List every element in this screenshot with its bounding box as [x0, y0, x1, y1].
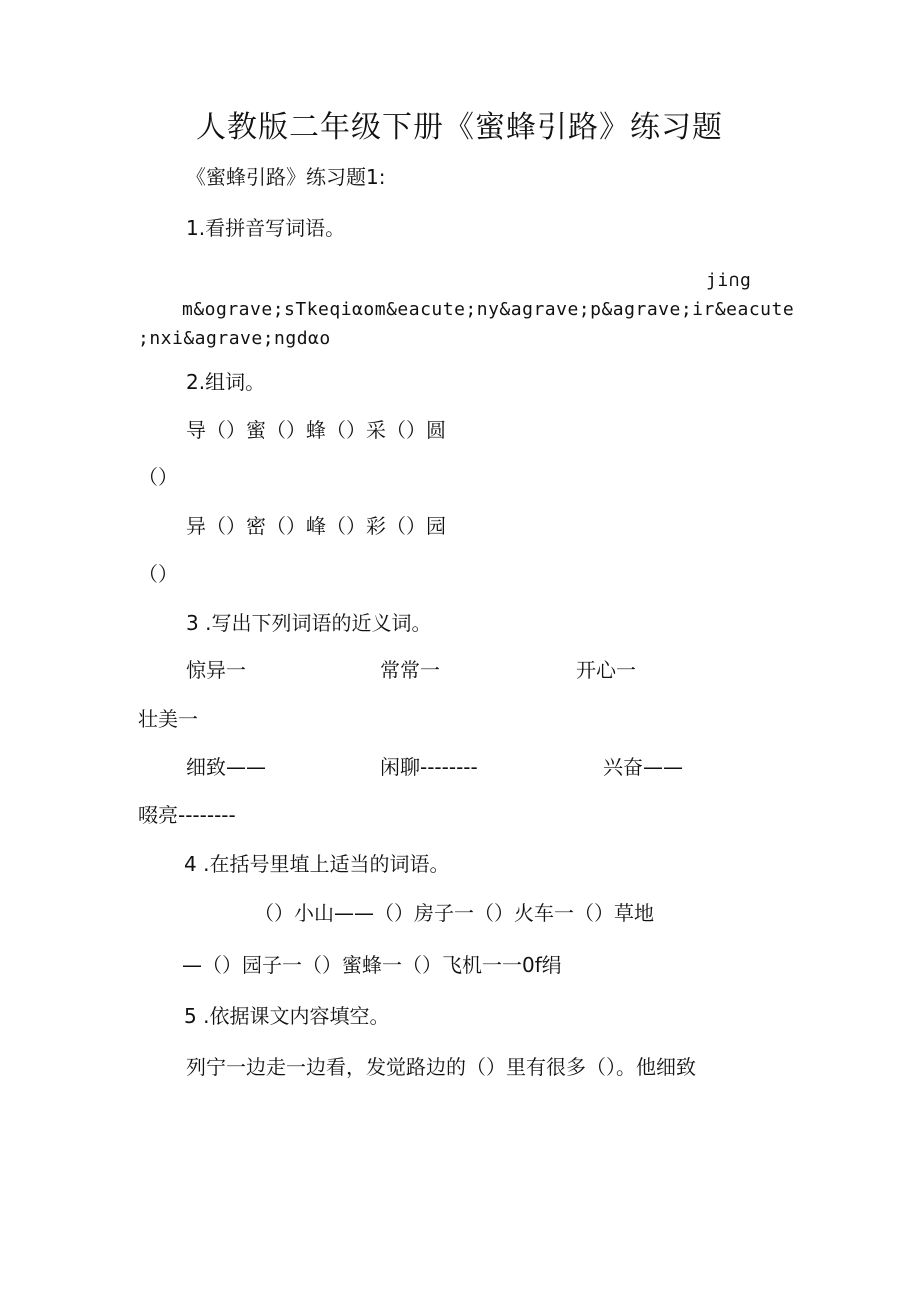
q3-word: 细致——: [186, 755, 266, 779]
q3-word: 闲聊--------: [380, 755, 478, 779]
pinyin-line-1: m&ograve;sTkeqiαom&eacute;ny&agrave;p&agrave;ir&eacute: [182, 299, 795, 320]
pinyin-top: ji∩g: [706, 270, 752, 291]
pinyin-line-2: ;nxi&agrave;ngdαo: [138, 328, 331, 349]
question-5-heading: 5 .依据课文内容填空。: [184, 1004, 390, 1028]
question-3-heading: 3 .写出下列词语的近义词。: [186, 611, 432, 635]
q2-row-1-end: （）: [138, 465, 178, 489]
question-4-heading: 4 .在括号里埴上适当的词语。: [184, 852, 450, 876]
q2-row-2-end: （）: [138, 562, 178, 586]
q3-word: 常常一: [380, 658, 440, 682]
q4-row-2: —（）园子一（）蜜蜂一（）飞机一一0f绢: [182, 953, 562, 977]
q3-word: 兴奋——: [603, 755, 683, 779]
q2-row-1: 导（）蜜（）蜂（）采（）圆: [186, 418, 446, 442]
question-1-heading: 1.看拼音写词语。: [186, 216, 346, 240]
document-title: 人教版二年级下册《蜜蜂引路》练习题: [196, 110, 723, 145]
q4-row-1: （）小山——（）房子一（）火车一（）草地: [254, 901, 654, 925]
question-2-heading: 2.组词。: [186, 370, 266, 394]
q3-word: 啜亮--------: [138, 803, 236, 827]
q3-word: 壮美一: [138, 707, 198, 731]
section-subtitle: 《蜜蜂引路》练习题1:: [186, 165, 386, 189]
q2-row-2: 异（）密（）峰（）彩（）园: [186, 514, 446, 538]
q5-text: 列宁一边走一边看，发觉路边的（）里有很多（）。他细致: [186, 1055, 696, 1079]
q3-word: 开心一: [576, 658, 636, 682]
q3-word: 惊异一: [186, 658, 246, 682]
